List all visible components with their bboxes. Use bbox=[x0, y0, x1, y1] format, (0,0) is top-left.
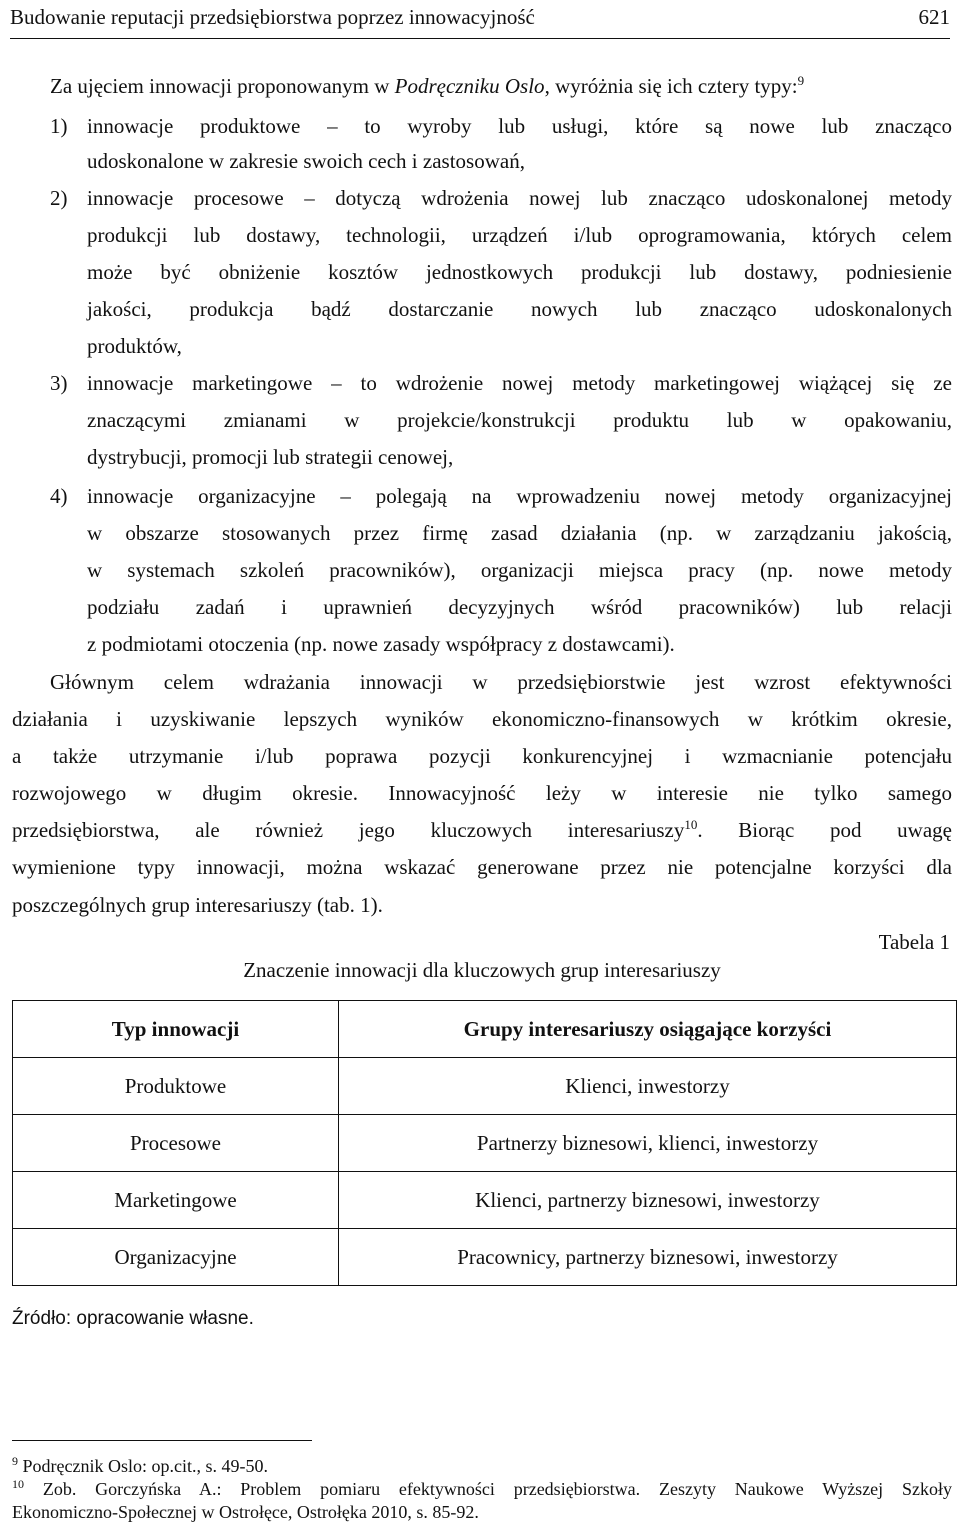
footnote-separator bbox=[12, 1440, 312, 1441]
cell-type: Procesowe bbox=[13, 1115, 339, 1172]
paragraph-line: wymienione typy innowacji, można wskazać generowane przez nie potencjalne korzyści dla bbox=[12, 855, 952, 879]
table-header-row bbox=[13, 1001, 957, 1058]
list-item-number: 1) bbox=[50, 114, 68, 138]
cell-type: Organizacyjne bbox=[13, 1229, 339, 1286]
paragraph-line: rozwojowego w długim okresie. Innowacyjność leży w interesie nie tylko samego bbox=[12, 781, 952, 805]
footnote-ref-10: 10 bbox=[684, 817, 698, 832]
list-item-line: produkcji lub dostawy, technologii, urządzeń i/lub oprogramowania, których celem bbox=[87, 223, 952, 247]
list-item-line: w systemach szkoleń pracowników), organizacji miejsca pracy (np. nowe metody bbox=[87, 558, 952, 582]
paragraph-line: działania i uzyskiwanie lepszych wyników ekonomiczno-finansowych w krótkim okresie, bbox=[12, 707, 952, 731]
list-item-line: innowacje procesowe – dotyczą wdrożenia nowej lub znacząco udoskonalonej metody bbox=[87, 186, 952, 210]
cell-groups: Klienci, inwestorzy bbox=[339, 1058, 957, 1115]
running-title: Budowanie reputacji przedsiębiorstwa poprzez innowacyjność bbox=[10, 5, 535, 29]
list-item-line: podziału zadań i uprawnień decyzyjnych wśród pracowników) lub relacji bbox=[87, 595, 952, 619]
list-item-line: innowacje produktowe – to wyroby lub usługi, które są nowe lub znacząco bbox=[87, 114, 952, 138]
footnote-9: $^9$ Podręcznik Oslo: op.cit., s. 49-50. bbox=[12, 1454, 268, 1476]
table-caption: Znaczenie innowacji dla kluczowych grup interesariuszy bbox=[243, 958, 721, 982]
list-item-line: innowacje organizacyjne – polegają na wprowadzeniu nowej metody organizacyjnej bbox=[87, 484, 952, 508]
oslo-manual-title: Podręczniku Oslo bbox=[394, 74, 545, 98]
header-cell-type: Typ innowacji bbox=[13, 1001, 339, 1058]
table-row bbox=[13, 1229, 957, 1286]
cell-groups: Partnerzy biznesowi, klienci, inwestorzy bbox=[339, 1115, 957, 1172]
table-row bbox=[13, 1115, 957, 1172]
table-label: Tabela 1 bbox=[878, 930, 950, 954]
list-item-line: w obszarze stosowanych przez firmę zasad działania (np. w zarządzaniu jakością, bbox=[87, 521, 952, 545]
stakeholders-table bbox=[12, 1000, 957, 1286]
list-item-line: jakości, produkcja bądź dostarczanie nowych lub znacząco udoskonalonych bbox=[87, 297, 952, 321]
table-source: Źródło: opracowanie własne. bbox=[12, 1308, 254, 1329]
list-item-line: innowacje marketingowe – to wdrożenie nowej metody marketingowej wiążącej się ze bbox=[87, 371, 952, 395]
list-item-line: z podmiotami otoczenia (np. nowe zasady współpracy z dostawcami). bbox=[87, 632, 675, 656]
footnote-ref-9: 9 bbox=[797, 73, 805, 88]
cell-type: Marketingowe bbox=[13, 1172, 339, 1229]
paragraph-line: przedsiębiorstwa, ale również jego kluczowych interesariuszy$^{10}$. Biorąc pod uwagę bbox=[12, 817, 952, 842]
page-number: 621 bbox=[918, 5, 950, 29]
list-item-line: może być obniżenie kosztów jednostkowych produkcji lub dostawy, podniesienie bbox=[87, 260, 952, 284]
table-row bbox=[13, 1172, 957, 1229]
footnote-10: $^{10}$ Zob. Gorczyńska A.: Problem pomiaru efektywności przedsiębiorstwa. Zeszyty Naukowe Wyższej Szkoły bbox=[12, 1477, 952, 1499]
cell-groups: Klienci, partnerzy biznesowi, inwestorzy bbox=[339, 1172, 957, 1229]
cell-type: Produktowe bbox=[13, 1058, 339, 1115]
cell-groups: Pracownicy, partnerzy biznesowi, inwestorzy bbox=[339, 1229, 957, 1286]
paragraph-line: a także utrzymanie i/lub poprawa pozycji konkurencyjnej i wzmacnianie potencjału bbox=[12, 744, 952, 768]
intro-line: Za ujęciem innowacji proponowanym w Podręczniku Oslo, wyróżnia się ich cztery typy:$^9$ bbox=[50, 73, 805, 98]
list-item-number: 2) bbox=[50, 186, 68, 210]
list-item-line: znaczącymi zmianami w projekcie/konstrukcji produktu lub w opakowaniu, bbox=[87, 408, 952, 432]
list-item-number: 3) bbox=[50, 371, 68, 395]
list-item-line: udoskonalone w zakresie swoich cech i zastosowań, bbox=[87, 149, 525, 173]
list-item-line: dystrybucji, promocji lub strategii cenowej, bbox=[87, 445, 454, 469]
paragraph-line: Głównym celem wdrażania innowacji w przedsiębiorstwie jest wzrost efektywności bbox=[50, 670, 952, 694]
table-row bbox=[13, 1058, 957, 1115]
paragraph-line: poszczególnych grup interesariuszy (tab. 1). bbox=[12, 893, 383, 917]
footnote-10-cont: Ekonomiczno-Społecznej w Ostrołęce, Ostrołęka 2010, s. 85-92. bbox=[12, 1502, 479, 1522]
header-cell-groups: Grupy interesariuszy osiągające korzyści bbox=[339, 1001, 957, 1058]
list-item-line: produktów, bbox=[87, 334, 182, 358]
running-header bbox=[10, 0, 950, 39]
list-item-number: 4) bbox=[50, 484, 68, 508]
